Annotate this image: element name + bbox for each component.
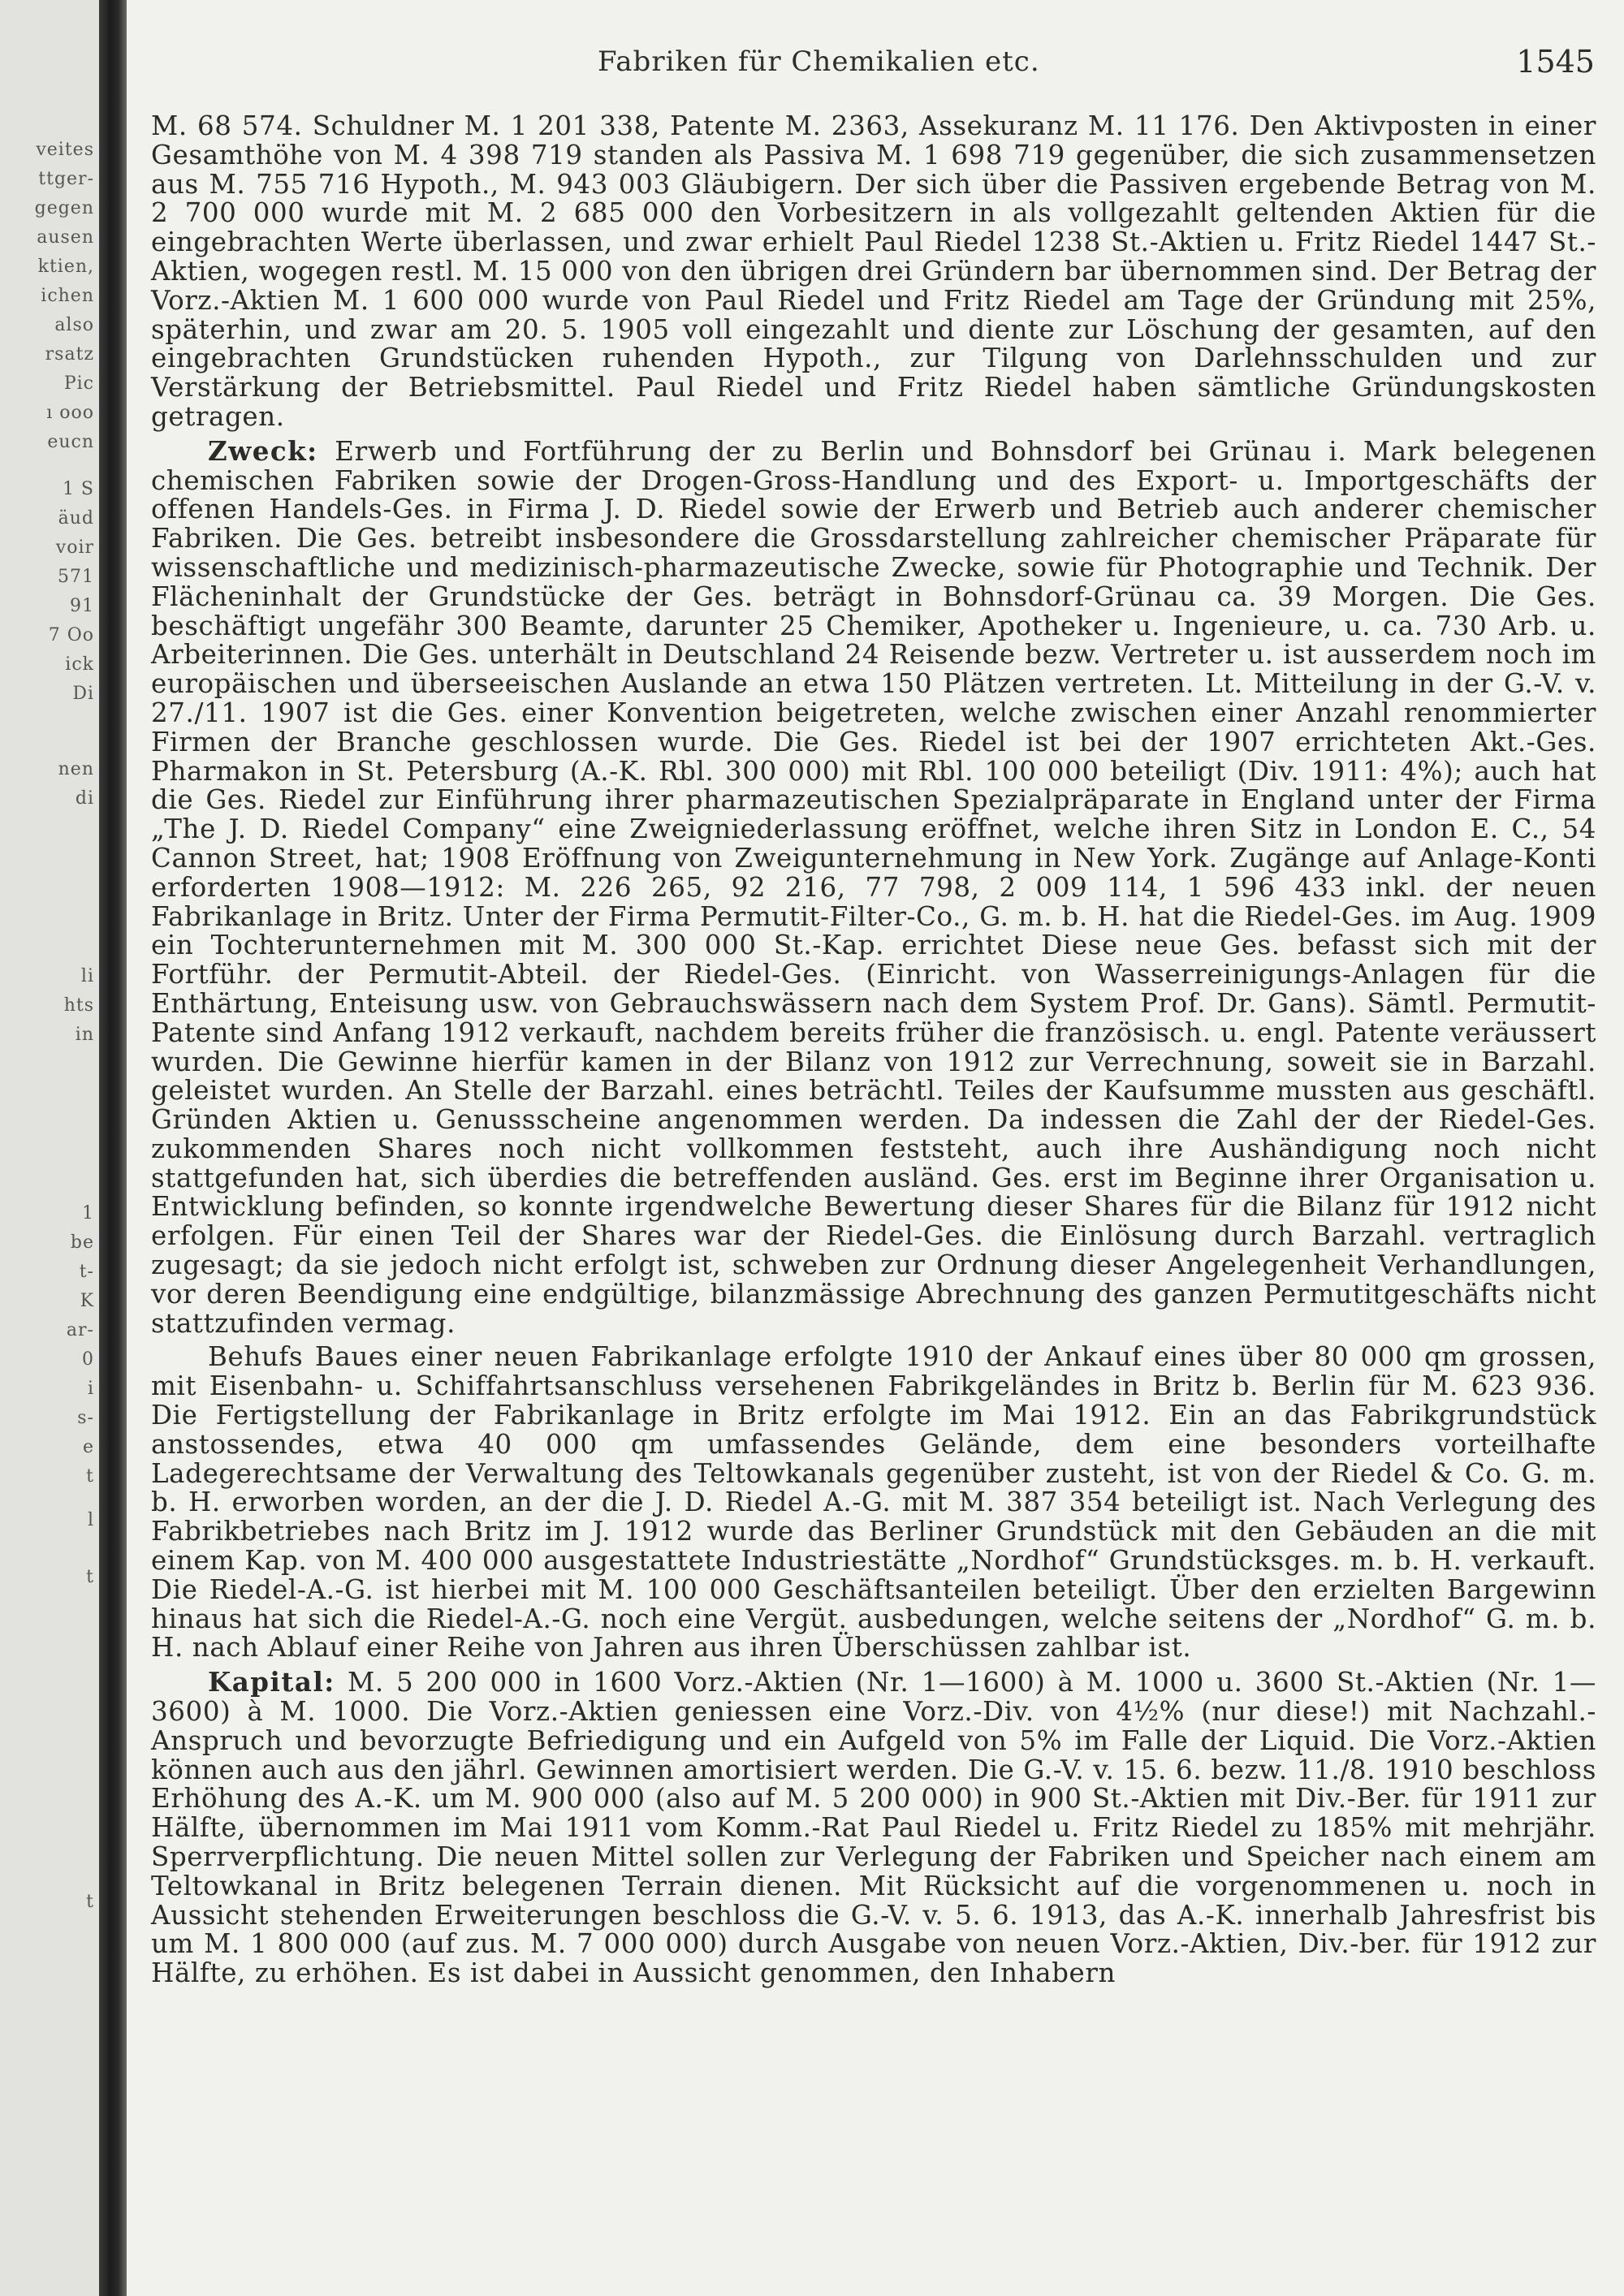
margin-fragment: i xyxy=(87,1379,94,1399)
margin-fragment: voir xyxy=(55,537,94,558)
kapital-text: M. 5 200 000 in 1600 Vorz.-Aktien (Nr. 1—1600) à M. 1000 u. 3600 St.-Aktien (Nr. 1—3600) à M. 1000. Die Vorz.-Aktien geniessen eine Vorz.-Div. von 4½% (nur diese!) mit Nachzahl.-Anspruch und bevorzugte Befriedigung und ein Aufgeld von 5% im Falle der Liquid. Die Vorz.-Aktien können auch aus den jährl. Gewinnen amortisiert werden. Die G.-V. v. 15. 6. bezw. 11./8. 1910 beschloss Erhöhung des A.-K. um M. 900 000 (also auf M. 5 200 000) in 900 St.-Aktien mit Div.-Ber. für 1911 zur Hälfte, übernommen im Mai 1911 vom Komm.-Rat Paul Riedel u. Fritz Riedel zu 185% mit mehrjähr. Sperrverpflichtung. Die neuen Mittel sollen zur Verlegung der Fabriken und Speicher nach einem am Teltowkanal in Britz belegenen Terrain dienen. Mit Rücksicht auf die vorgenommenen u. noch in Aussicht stehenden Erweiterungen beschloss die G.-V. v. 5. 6. 1913, das A.-K. innerhalb Jahresfrist bis um M. 1 800 000 (auf zus. M. 7 000 000) durch Ausgabe von neuen Vorz.-Aktien, Div.-ber. für 1912 zur Hälfte, zu erhöhen. Es ist dabei in Aussicht genommen, den Inhabern xyxy=(151,1667,1596,1989)
margin-fragment: veites xyxy=(36,140,94,160)
running-header xyxy=(127,44,1624,84)
section-label-kapital: Kapital: xyxy=(208,1666,335,1698)
margin-fragment: ttger- xyxy=(38,169,94,189)
zweck-text: Erwerb und Fortführung der zu Berlin und Bohnsdorf bei Grünau i. Mark belegenen chemischen Fabriken sowie der Drogen-Gross-Handlung und des Export- u. Importgeschäfts der offenen Handels-Ges. in Firma J. D. Riedel sowie der Erwerb und Betrieb auch anderer chemischer Fabriken. Die Ges. betreibt insbesondere die Grossdarstellung zahlreicher chemischer Präparate für wissenschaftliche und medizinisch-pharmazeutische Zwecke, sowie für Photographie und Technik. Der Flächeninhalt der Grundstücke der Ges. beträgt in Bohnsdorf-Grünau ca. 39 Morgen. Die Ges. beschäftigt ungefähr 300 Beamte, darunter 25 Chemiker, Apotheker u. Ingenieure, u. ca. 730 Arb. u. Arbeiterinnen. Die Ges. unterhält in Deutschland 24 Reisende bezw. Vertreter u. ist ausserdem noch im europäischen und überseeischen Auslande an etwa 150 Plätzen vertreten. Lt. Mitteilung in der G.-V. v. 27./11. 1907 ist die Ges. einer Konvention beigetreten, welche zwischen einer Anzahl renommierter Firmen der Branche geschlossen wurde. Die Ges. Riedel ist bei der 1907 errichteten Akt.-Ges. Pharmakon in St. Petersburg (A.-K. Rbl. 300 000) mit Rbl. 100 000 beteiligt (Div. 1911: 4%); auch hat die Ges. Riedel zur Einführung ihrer pharmazeutischen Spezialpräparate in England unter der Firma „The J. D. Riedel Company“ eine Zweigniederlassung eröffnet, welche ihren Sitz in London E. C., 54 Cannon Street, hat; 1908 Eröffnung von Zweigunternehmung in New York. Zugänge auf Anlage-Konti erforderten 1908—1912: M. 226 265, 92 216, 77 798, 2 009 114, 1 596 433 inkl. der neuen Fabrikanlage in Britz. Unter der Firma Permutit-Filter-Co., G. m. b. H. hat die Riedel-Ges. im Aug. 1909 ein Tochterunternehmen mit M. 300 000 St.-Kap. errichtet Diese neue Ges. befasst sich mit der Fortführ. der Permutit-Abteil. der Riedel-Ges. (Einricht. von Wasserreinigungs-Anlagen für die Enthärtung, Enteisung usw. von Gebrauchswässern nach dem System Prof. Dr. Gans). Sämtl. Permutit-Patente sind Anfang 1912 verkauft, nachdem bereits früher die französisch. u. engl. Patente veräussert wurden. Die Gewinne hierfür kamen in der Bilanz von 1912 zur Verrechnung, soweit sie in Barzahl. geleistet wurden. An Stelle der Barzahl. eines beträchtl. Teiles der Kaufsumme mussten aus geschäftl. Gründen Aktien u. Genussscheine angenommen werden. Da indessen die Zahl der der Riedel-Ges. zukommenden Shares noch nicht vollkommen feststeht, auch ihre Aushändigung noch nicht stattgefunden hat, sich überdies die betreffenden ausländ. Ges. erst im Beginne ihrer Organisation u. Entwicklung befinden, so konnte irgendwelche Bewertung dieser Shares für die Bilanz für 1912 nicht erfolgen. Für einen Teil der Shares war der Riedel-Ges. die Einlösung durch Barzahl. vertraglich zugesagt; da sie jedoch nicht erfolgt ist, schweben zur Ordnung dieser Angelegenheit Verhandlungen, vor deren Beendigung eine endgültige, bilanzmässige Abrechnung des ganzen Permutitgeschäfts nicht stattzufinden vermag. xyxy=(151,435,1596,1339)
margin-fragment: t- xyxy=(79,1262,94,1282)
margin-fragment: Pic xyxy=(63,373,94,394)
margin-fragment: ktien, xyxy=(37,257,94,277)
margin-fragment: 91 xyxy=(70,596,94,616)
margin-fragment: also xyxy=(54,315,94,335)
margin-fragment: be xyxy=(70,1232,94,1253)
margin-fragment: 1 S xyxy=(62,479,94,499)
margin-fragment: eucn xyxy=(47,432,94,452)
margin-fragment: t xyxy=(86,1466,94,1487)
paragraph-kapital xyxy=(151,1668,1596,1988)
margin-fragment: 1 xyxy=(82,1203,94,1224)
margin-fragment: hts xyxy=(63,995,94,1016)
margin-fragment: s- xyxy=(77,1408,94,1428)
margin-fragment: t xyxy=(86,1892,94,1912)
margin-fragment: di xyxy=(75,788,94,809)
margin-fragment: Di xyxy=(72,684,94,704)
margin-fragment: gegen xyxy=(34,198,94,218)
margin-fragment: ar- xyxy=(66,1320,94,1340)
margin-fragment: rsatz xyxy=(45,344,94,365)
margin-fragment: 571 xyxy=(58,567,94,587)
margin-fragment: äud xyxy=(58,508,94,529)
paragraph-fabrikanlage: Behufs Baues einer neuen Fabrikanlage erfolgte 1910 der Ankauf eines über 80 000 qm grossen, mit Eisenbahn- u. Schiffahrtsanschluss versehenen Fabrikgeländes in Britz b. Berlin für M. 623 936. Die Fertigstellung der Fabrikanlage in Britz erfolgte im Mai 1912. Ein an das Fabrikgrundstück anstossendes, etwa 40 000 qm umfassendes Gelände, dem eine besonders vorteilhafte Ladegerechtsame der Verwaltung des Teltowkanals gegenüber zusteht, ist von der Riedel & Co. G. m. b. H. erworben worden, an der die J. D. Riedel A.-G. mit M. 387 354 beteiligt ist. Nach Verlegung des Fabrikbetriebes nach Britz im J. 1912 wurde das Berliner Grundstück mit den Gebäuden an die mit einem Kap. von M. 400 000 ausgestattete Industriestätte „Nordhof“ Grundstücksges. m. b. H. verkauft. Die Riedel-A.-G. ist hierbei mit M. 100 000 Geschäftsanteilen beteiligt. Über den erzielten Bargewinn hinaus hat sich die Riedel-A.-G. noch eine Vergüt. ausbedungen, welche seitens der „Nordhof“ G. m. b. H. nach Ablauf einer Reihe von Jahren aus ihren Überschüssen zahlbar ist. xyxy=(151,1341,1596,1664)
margin-fragment: ı ooo xyxy=(46,403,94,423)
page-number: 1545 xyxy=(1516,44,1595,80)
margin-fragment: li xyxy=(80,966,94,986)
margin-fragment: ick xyxy=(65,654,94,675)
page-body xyxy=(151,112,1596,1988)
margin-fragment: ichen xyxy=(41,286,94,306)
book-page xyxy=(127,0,1624,2296)
paragraph-zweck xyxy=(151,434,1596,1339)
margin-fragment: l xyxy=(87,1510,94,1530)
margin-fragment: 0 xyxy=(82,1349,94,1370)
adjacent-page-margin xyxy=(0,0,99,2296)
margin-fragment: ausen xyxy=(37,227,94,248)
margin-fragment: e xyxy=(82,1437,94,1457)
paragraph-grundung: M. 68 574. Schuldner M. 1 201 338, Patente M. 2363, Assekuranz M. 11 176. Den Aktivposten in einer Gesamthöhe von M. 4 398 719 standen als Passiva M. 1 698 719 gegenüber, die sich zusammensetzen aus M. 755 716 Hypoth., M. 943 003 Gläubigern. Der sich über die Passiven ergebende Betrag von M. 2 700 000 wurde mit M. 2 685 000 den Vorbesitzern in als vollgezahlt geltenden Aktien für die eingebrachten Werte überlassen, und zwar erhielt Paul Riedel 1238 St.-Aktien u. Fritz Riedel 1447 St.-Aktien, wogegen restl. M. 15 000 von den übrigen drei Gründern bar übernommen sind. Der Betrag der Vorz.-Aktien M. 1 600 000 wurde von Paul Riedel und Fritz Riedel am Tage der Gründung mit 25%, späterhin, und zwar am 20. 5. 1905 voll eingezahlt und diente zur Löschung der gesamten, auf den eingebrachten Grundstücken ruhenden Hypoth., zur Tilgung von Darlehnsschulden und zur Verstärkung der Betriebsmittel. Paul Riedel und Fritz Riedel haben sämtliche Gründungskosten getragen. xyxy=(151,110,1596,432)
margin-fragment: nen xyxy=(58,759,94,779)
margin-fragment: t xyxy=(86,1567,94,1587)
book-gutter xyxy=(99,0,127,2296)
section-label-zweck: Zweck: xyxy=(208,434,318,467)
margin-fragment: K xyxy=(80,1291,94,1311)
running-title: Fabriken für Chemikalien etc. xyxy=(598,45,1040,78)
margin-fragment: 7 Oo xyxy=(48,625,94,645)
margin-fragment: in xyxy=(75,1025,94,1045)
